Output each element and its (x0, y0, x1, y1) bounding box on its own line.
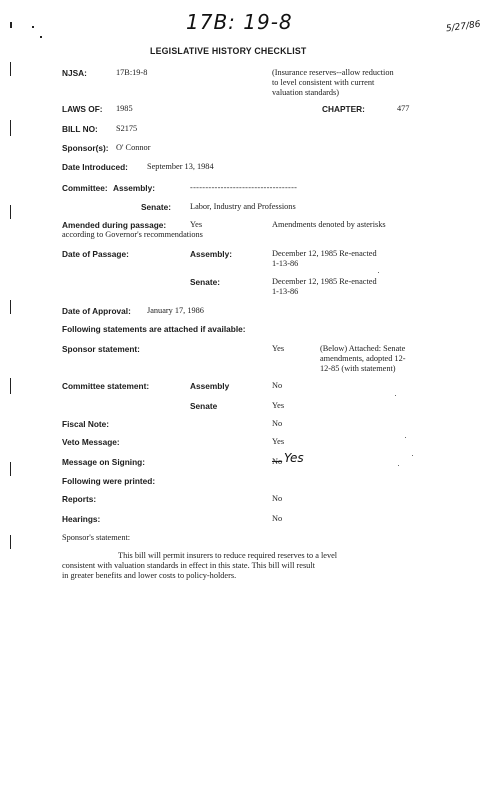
sponsor-statement-body-line: consistent with valuation standards in effect in this state. This bill will result (62, 561, 315, 570)
bill-no-value: S2175 (116, 124, 138, 133)
sponsor-statement-note-line: 12-85 (with statement) (320, 364, 396, 373)
reports-label: Reports: (62, 494, 97, 504)
message-on-signing-label: Message on Signing: (62, 457, 145, 467)
committee-statement-senate-value: Yes (272, 401, 285, 410)
scan-speck (405, 437, 406, 438)
sponsor-statement-note-line: (Below) Attached: Senate (320, 344, 406, 353)
bill-no-label: BILL NO: (62, 124, 98, 134)
sponsors-value: O' Connor (116, 143, 151, 152)
sponsor-statement-body-line: This bill will permit insurers to reduce required reserves to a level (118, 551, 338, 560)
amended-label: Amended during passage: (62, 220, 167, 230)
committee-senate-label: Senate: (141, 202, 171, 212)
veto-message-value: Yes (272, 437, 285, 446)
date-introduced-label: Date Introduced: (62, 162, 128, 172)
left-margin-mark (10, 535, 11, 549)
passage-assembly-line: December 12, 1985 Re-enacted (272, 249, 377, 258)
amended-continuation: according to Governor's recommendations (62, 230, 203, 239)
left-margin-mark (10, 120, 11, 136)
sponsor-statement-note-line: amendments, adopted 12- (320, 354, 406, 363)
laws-of-value: 1985 (116, 104, 133, 113)
laws-of-label: LAWS OF: (62, 104, 103, 114)
date-of-approval-value: January 17, 1986 (147, 306, 204, 315)
sponsor-statement-heading: Sponsor's statement: (62, 533, 131, 542)
date-introduced-value: September 13, 1984 (147, 162, 214, 171)
passage-assembly-line: 1-13-86 (272, 259, 299, 268)
left-margin-mark (10, 378, 11, 394)
amended-note: Amendments denoted by asterisks (272, 220, 386, 229)
committee-statement-label: Committee statement: (62, 381, 150, 391)
committee-statement-assembly-value: No (272, 381, 283, 390)
passage-senate-line: 1-13-86 (272, 287, 299, 296)
fiscal-note-value: No (272, 419, 283, 428)
hearings-value: No (272, 514, 283, 523)
attached-heading: Following statements are attached if available: (62, 324, 246, 334)
njsa-description-line: (Insurance reserves--allow reduction (272, 68, 394, 77)
scan-speck (412, 455, 413, 456)
message-on-signing-handwritten: Yes (284, 451, 304, 465)
committee-label: Committee: (62, 183, 108, 193)
passage-senate-line: December 12, 1985 Re-enacted (272, 277, 377, 286)
sponsor-statement-label: Sponsor statement: (62, 344, 140, 354)
date-of-approval-label: Date of Approval: (62, 306, 131, 316)
fiscal-note-label: Fiscal Note: (62, 419, 110, 429)
left-margin-mark (10, 22, 12, 28)
chapter-value: 477 (397, 104, 410, 113)
message-on-signing-struck-value: No (272, 457, 283, 466)
committee-assembly-value: ----------------------------------- (190, 183, 298, 192)
njsa-label: NJSA: (62, 68, 87, 78)
left-margin-mark (10, 62, 11, 76)
sponsor-statement-body-line: in greater benefits and lower costs to policy-holders. (62, 571, 237, 580)
sponsor-statement-value: Yes (272, 344, 285, 353)
veto-message-label: Veto Message: (62, 437, 120, 447)
left-margin-mark (10, 462, 11, 476)
passage-senate-label: Senate: (190, 277, 220, 287)
scan-speck (395, 395, 396, 396)
committee-assembly-label: Assembly: (113, 183, 155, 193)
scan-speck (398, 465, 399, 466)
chapter-label: CHAPTER: (322, 104, 365, 114)
sponsors-label: Sponsor(s): (62, 143, 109, 153)
passage-assembly-label: Assembly: (190, 249, 232, 259)
corner-speck (32, 26, 34, 28)
handwritten-file-number: 17B: 19-8 (186, 10, 293, 34)
printed-heading: Following were printed: (62, 476, 156, 486)
date-of-passage-label: Date of Passage: (62, 249, 129, 259)
corner-speck (40, 36, 42, 38)
left-margin-mark (10, 300, 11, 314)
committee-statement-assembly-label: Assembly (190, 381, 230, 391)
amended-value: Yes (190, 220, 203, 229)
page-title: LEGISLATIVE HISTORY CHECKLIST (150, 46, 307, 56)
reports-value: No (272, 494, 283, 503)
left-margin-mark (10, 205, 11, 219)
njsa-description-line: to level consistent with current (272, 78, 375, 87)
njsa-value: 17B:19-8 (116, 68, 148, 77)
njsa-description-line: valuation standards) (272, 88, 340, 97)
committee-senate-value: Labor, Industry and Professions (190, 202, 296, 211)
scan-speck (378, 272, 379, 273)
hearings-label: Hearings: (62, 514, 101, 524)
committee-statement-senate-label: Senate (190, 401, 218, 411)
handwritten-date: 5/27/86 (445, 19, 482, 35)
